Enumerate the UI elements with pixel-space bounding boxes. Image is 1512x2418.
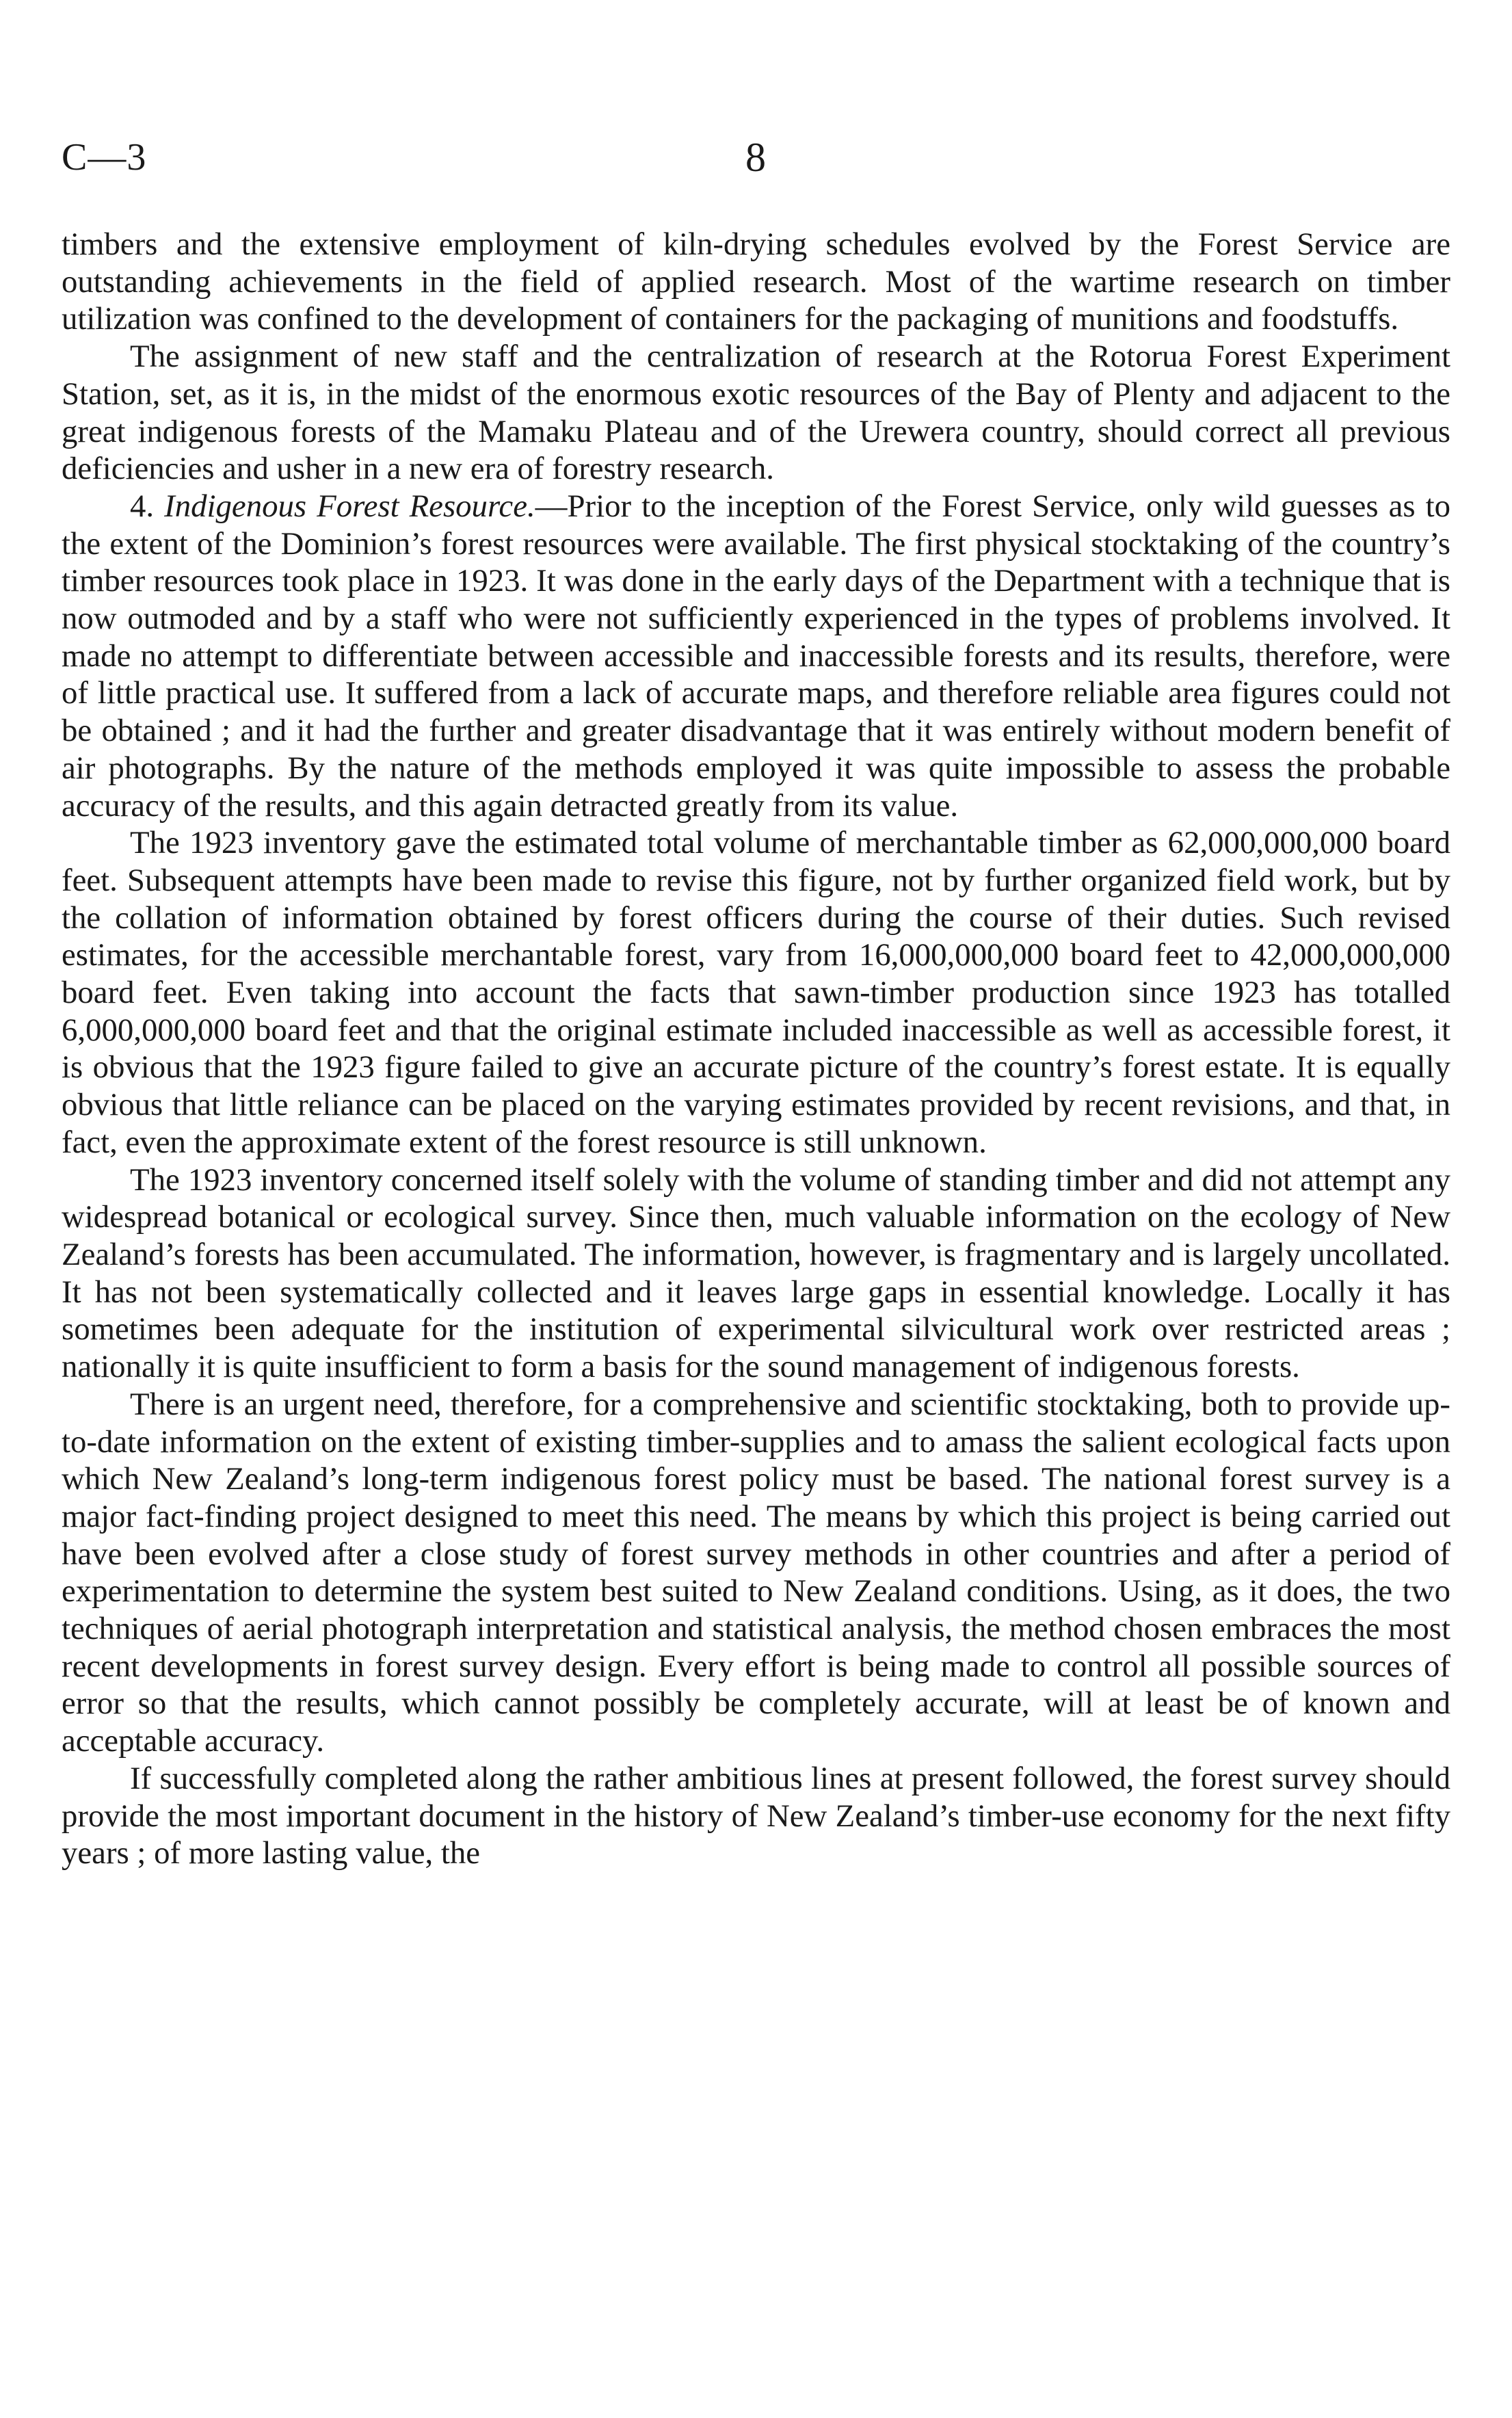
body-text — [62, 226, 1450, 1872]
paragraph-3-body: —Prior to the inception of the Forest Service, only wild guesses as to the extent of the Dominion’s forest resources were available. The first physical stocktaking of the country’s timber resources took place in 1923. It was done in the early days of the Department with a technique that is now outmoded and by a staff who were not sufficiently experienced in the types of problems involved. It made no attempt to differentiate between accessible and inaccessible forests and its results, therefore, were of little practical use. It suffered from a lack of accurate maps, and therefore reliable area figures could not be obtained ; and it had the further and greater disadvantage that it was entirely without modern benefit of air photographs. By the nature of the methods employed it was quite impossible to assess the probable accuracy of the results, and this again detracted greatly from its value. — [62, 488, 1450, 824]
section-title: Indigenous Forest Resource. — [164, 488, 535, 524]
paragraph-1: timbers and the extensive employment of kiln-drying schedules evolved by the Forest Service are outstanding achievements in the field of applied research. Most of the wartime research on timber utilization was confined to the development of containers for the packaging of munitions and foodstuffs. — [62, 226, 1450, 337]
paragraph-6: There is an urgent need, therefore, for a comprehensive and scientific stocktaking, both to provide up-to-date information on the extent of existing timber-supplies and to amass the salient ecological facts upon which New Zealand’s long-term indigenous forest policy must be based. The national forest survey is a major fact-finding project designed to meet this need. The means by which this project is being carried out have been evolved after a close study of forest survey methods in other countries and after a period of experimentation to determine the system best suited to New Zealand conditions. Using, as it does, the two techniques of aerial photograph interpretation and statistical analysis, the method chosen embraces the most recent developments in forest survey design. Every effort is being made to control all possible sources of error so that the results, which cannot possibly be completely accurate, will at least be of known and acceptable accuracy. — [62, 1386, 1450, 1759]
paragraph-3 — [62, 488, 1450, 824]
paragraph-2: The assignment of new staff and the centralization of research at the Rotorua Forest Experiment Station, set, as it is, in the midst of the enormous exotic resources of the Bay of Plenty and adjacent to the great indigenous forests of the Mamaku Plateau and of the Urewera country, should correct all previous deficiencies and usher in a new era of forestry research. — [62, 339, 1450, 487]
paragraph-7: If successfully completed along the rather ambitious lines at present followed, the forest survey should provide the most important document in the history of New Zealand’s timber-use economy for the next fifty years ; of more lasting value, the — [62, 1760, 1450, 1871]
section-number: 4. — [130, 488, 155, 524]
page-header — [62, 130, 1450, 185]
document-code: C—3 — [62, 136, 147, 179]
page-number: 8 — [745, 135, 766, 180]
paragraph-4: The 1923 inventory gave the estimated total volume of merchantable timber as 62,000,000,000 board feet. Subsequent attempts have been made to revise this figure, not by further organized field work, but by the collation of information obtained by forest officers during the course of their duties. Such revised estimates, for the accessible merchantable forest, vary from 16,000,000,000 board feet to 42,000,000,000 board feet. Even taking into account the facts that sawn-timber production since 1923 has totalled 6,000,000,000 board feet and that the original estimate included inaccessible as well as accessible forest, it is obvious that the 1923 figure failed to give an accurate picture of the country’s forest estate. It is equally obvious that little reliance can be placed on the varying estimates provided by recent revisions, and that, in fact, even the approximate extent of the forest resource is still unknown. — [62, 825, 1450, 1160]
paragraph-5: The 1923 inventory concerned itself solely with the volume of standing timber and did not attempt any widespread botanical or ecological survey. Since then, much valuable information on the ecology of New Zealand’s forests has been accumulated. The information, however, is fragmentary and is largely uncollated. It has not been systematically collected and it leaves large gaps in essential knowledge. Locally it has sometimes been adequate for the institution of experimental silvicultural work over restricted areas ; nationally it is quite insufficient to form a basis for the sound management of indigenous forests. — [62, 1161, 1450, 1385]
